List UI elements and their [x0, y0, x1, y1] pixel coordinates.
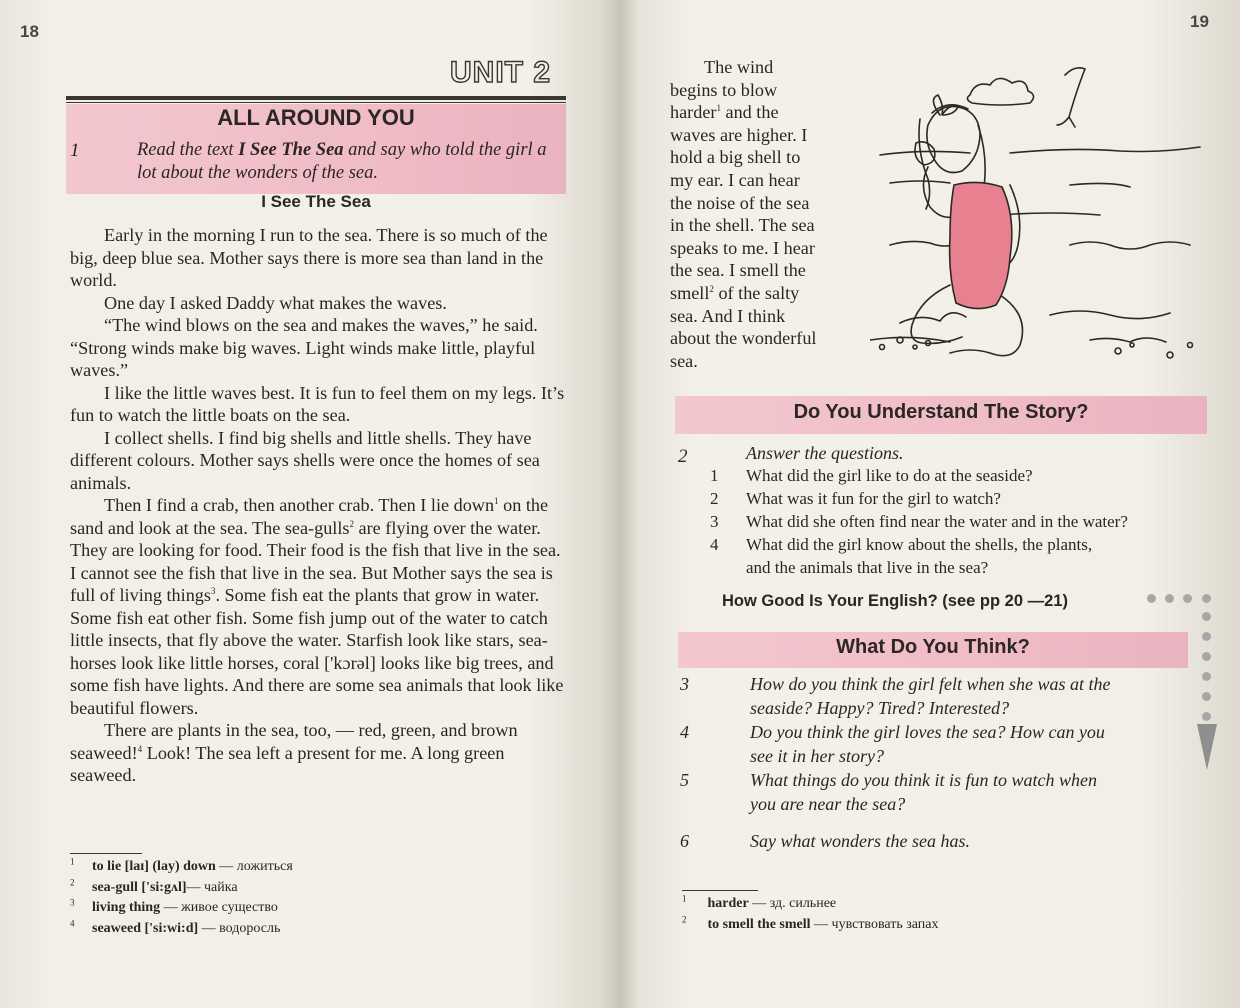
question-item: and the animals that live in the sea? [746, 558, 989, 577]
footnote-mark: 1 [716, 103, 721, 114]
story-paragraph: Then I find a crab, then another crab. Then I lie down$^1$ on the sand and look at the sea. The sea-gulls$^2$ are flying over the water. They are looking for food. Their food is the fish that live in the sea. I cannot see the fish that live in the sea. But Mother says the sea is full of living things$^3$. Some fish eat the plants that grow in water. Some fish eat other fish. Some fish jump out of the water to catch little insects, that fly above the water. Starfish look like stars, sea-horses look like little horses, coral ['kɔrəl] looks like big trees, and some fish have lights. And there are some sea animals that look like beautiful flowers. [70, 495, 564, 718]
footnote-mark: 2 [709, 283, 714, 294]
story-title: I See The Sea [261, 192, 371, 211]
question-item: 1 What did the girl like to do at the seaside? [710, 466, 1033, 485]
story-paragraph: One day I asked Daddy what makes the waves. [104, 292, 447, 313]
page-number: 19 [1190, 12, 1209, 31]
girl-head [927, 106, 980, 172]
comprehension-title: Do You Understand The Story? [793, 401, 1089, 423]
header-rule-thin [66, 102, 566, 103]
page-number: 18 [20, 22, 39, 41]
think-question: 4 Do you think the girl loves the sea? How can you see it in her story? [680, 722, 1105, 766]
girl-swimsuit [950, 182, 1012, 308]
story-paragraph: I like the little waves best. It is fun to feel them on my legs. It’s fun to watch the little boats on the sea. [70, 382, 565, 425]
question-item: 3 What did she often find near the water and in the water? [710, 512, 1128, 531]
think-title: What Do You Think? [836, 636, 1030, 658]
footnote: $^1$ to lie [laɪ] (lay) down — ложиться [70, 856, 293, 874]
footnote: $^2$ to smell the smell — чувствовать запах [682, 913, 939, 932]
footnote-mark: 4 [137, 743, 143, 754]
story-paragraph: I collect shells. I find big shells and little shells. They have different colours. Mother says shells were once the homes of sea animals. [70, 427, 540, 493]
footnote-rule [70, 853, 142, 854]
footnote-mark: 1 [494, 495, 499, 506]
section-title: ALL AROUND YOU [217, 105, 415, 130]
footnotes [682, 894, 1162, 935]
question-item: 2 What was it fun for the girl to watch? [710, 489, 1001, 508]
exercise-number: 2 [678, 446, 688, 467]
think-question: 6 Say what wonders the sea has. [680, 831, 970, 851]
footnote-mark: 2 [349, 518, 354, 529]
exercise-instruction: Answer the questions. [746, 443, 904, 463]
english-section-link[interactable]: How Good Is Your English? (see pp 20 —21) [722, 592, 1068, 610]
seagull-icon [1057, 68, 1085, 127]
story-text [70, 224, 566, 787]
footnote-rule [682, 890, 758, 891]
think-question: 3 How do you think the girl felt when she was at the seaside? Happy? Tired? Interested? [680, 674, 1111, 718]
shell-icon [915, 142, 935, 165]
think-question: 5 What things do you think it is fun to watch when you are near the sea? [680, 770, 1097, 814]
poem-text: The wind begins to blow harder$^1$ and the waves are higher. I hold a big shell to my ear. I can hear the noise of the sea in the shell. The sea speaks to me. I hear the sea. I smell the smell$^2$ of the salty sea. And I think about the wonderful sea. [670, 57, 817, 371]
question-list [710, 464, 1190, 579]
exercise-number: 1 [70, 140, 80, 161]
unit-title: UNIT 2 [450, 56, 552, 89]
footnote: $^3$ living thing — живое существо [70, 897, 278, 915]
header-rule [66, 96, 566, 100]
footnotes [70, 857, 550, 939]
footnote: $^2$ sea-gull ['si:gʌl]— чайка [70, 876, 238, 895]
question-item: 4 What did the girl know about the shells, the plants, [710, 535, 1093, 554]
girl-with-shell-illustration [870, 55, 1220, 385]
exercise-instruction: Read the text I See The Sea and say who told the girl a lot about the wonders of the sea. [137, 140, 547, 183]
story-reference: I See The Sea [238, 140, 344, 160]
footnote: $^1$ harder — зд. сильнее [682, 893, 837, 911]
footnote-mark: 3 [210, 585, 216, 596]
story-paragraph: There are plants in the sea, too, — red, green, and brown seaweed!$^4$ Look! The sea left a present for me. A long green seaweed. [70, 720, 518, 785]
cloud-icon [967, 78, 1033, 105]
footnote: $^4$ seaweed ['si:wi:d] — водоросль [70, 917, 281, 936]
think-questions [680, 672, 1180, 853]
story-paragraph: Early in the morning I run to the sea. There is so much of the big, deep blue sea. Mother says there is more sea than land in the world. [70, 225, 548, 290]
story-paragraph: “The wind blows on the sea and makes the waves,” he said. “Strong winds make big waves. Light winds make little, playful waves.” [70, 315, 538, 380]
right-page [620, 0, 1240, 1008]
